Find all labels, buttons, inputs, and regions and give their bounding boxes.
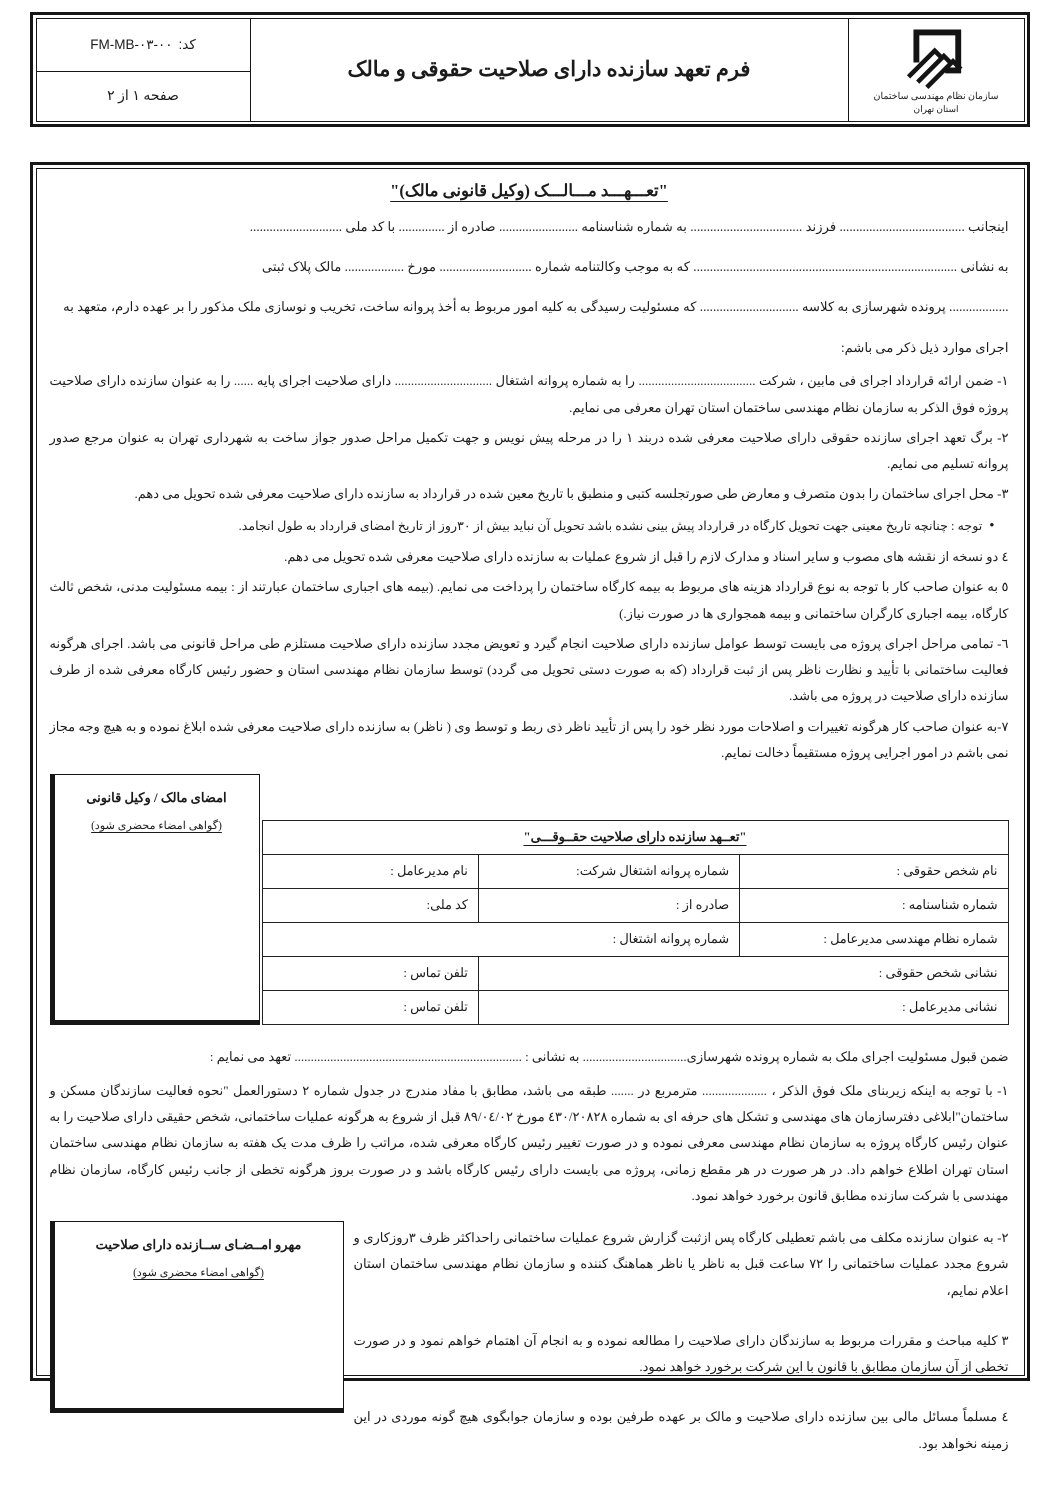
builder-table-wrap: [262, 774, 1009, 1025]
intro-line-3: .................. پرونده شهرسازی به کلاسه .............................. که مسئولیت رسیدگی به کلیه امور مربوط به أخذ پروانه ساخت، تخریب و نوسازی ملک مذکور را بر عهده دارم، متعهد به: [63, 299, 1009, 315]
builder-items-block: [354, 1213, 1009, 1481]
cell-birth-cert-no: شماره شناسنامه :: [739, 889, 1008, 923]
form-body: [36, 168, 1025, 1451]
owner-signature-box: [50, 774, 260, 1025]
builder-item-3: ۳ کلیه مباحث و مقررات مربوط به سازندگان دارای صلاحیت را مطالعه نموده و به انجام آن اهتمام خواهم نمود و در صورت تخطی از آن سازمان مطابق با قانون با این شرکت برخورد خواهد نمود.: [353, 1332, 1009, 1374]
intro-line-2: به نشانی ................................................................................ که به موجب وکالتنامه شماره ............................ مورخ .................. مالک پلاک ثبتی: [261, 258, 1009, 274]
cell-issued-from: صادره از :: [478, 889, 739, 923]
intro-lead-line: اجرای موارد ذیل ذکر می باشم:: [840, 339, 1009, 355]
form-code-value: FM-MB-۰۳-۰۰: [90, 36, 173, 52]
owner-note-text: توجه : چنانچه تاریخ معینی جهت تحویل کارگاه در قرارداد پیش بینی نشده باشد تحویل آن نباید بیش از ۳۰روز از تاریخ امضای قرارداد به طول انجامد.: [238, 518, 983, 533]
org-province-text: استان تهران: [913, 103, 959, 114]
owner-item-2: ۲- برگ تعهد اجرای سازنده حقوقی دارای صلاحیت معرفی شده دربند ۱ را در مرحله پیش نویس و جهت تکمیل مراحل صدور جواز ساخت به شهرداری تهران به عنوان مرجع صدور پروانه تسلیم می نمایم.: [49, 429, 1009, 472]
owner-item-5: ٥ به عنوان صاحب کار با توجه به نوع قرارداد هزینه های مربوط به بیمه کارگاه ساختمان را پرداخت می نمایم. (بیمه های اجباری ساختمان عبارتند از : بیمه مسئولیت مدنی، شخص ثالث کارگاه، بیمه اجباری کارگران ساختمانی و بیمه همجواری ها در صورت نیاز.): [49, 579, 1009, 621]
owner-item-3: ۳- محل اجرای ساختمان را بدون متصرف و معارض طی صورتجلسه کتبی و منطبق با تاریخ معین شده در قرارداد به سازنده دارای صلاحیت معرفی شده تحویل می دهم.: [134, 486, 1009, 502]
builder-stamp-box-title: مهرو امــضـای ســازنده دارای صلاحیت: [95, 1237, 302, 1252]
cell-company-license-no: شماره پروانه اشتغال شرکت:: [478, 855, 739, 889]
form-code-label: کد:: [178, 36, 196, 52]
form-title: فرم تعهد سازنده دارای صلاحیت حقوقی و مالک: [347, 57, 751, 81]
cell-legal-person-address: نشانی شخص حقوقی :: [478, 957, 1008, 991]
builder-item-2: ۲- به عنوان سازنده مکلف می باشم تعطیلی کارگاه پس ازثبت گزارش شروع عملیات ساختمانی راحداکثر ظرف ۳روزکاری و شروع مجدد عملیات ساختمانی را ۷۲ ساعت قبل به ناظر یا ناظر هماهنگ کننده و سازمان نظام مهندسی ساختمان استان اعلام نمایم،: [353, 1230, 1009, 1298]
builder-item-4: ٤ مسلماً مسائل مالی بین سازنده دارای صلاحیت و مالک بر عهده طرفین بوده و سازمان جوابگوی هیچ گونه موردی در این زمینه نخواهد بود.: [353, 1409, 1009, 1451]
owner-item-7: ۷-به عنوان صاحب کار هرگونه تغییرات و اصلاحات مورد نظر خود را پس از تأیید ناظر ذی ربط و توسط وی ( ناظر) به سازنده دارای صلاحیت معرفی شده ابلاغ نموده و به هیچ وجه مجاز نمی باشم در امور اجرایی پروژه مستقیماً دخالت نمایم.: [49, 718, 1009, 760]
cell-national-id: کد ملی:: [262, 889, 478, 923]
form-body-frame: [30, 162, 1030, 1451]
cell-license-no: شماره پروانه اشتغال :: [262, 923, 739, 957]
signature-and-table-row: [50, 774, 1009, 1025]
form-header: [30, 12, 1030, 127]
page-indicator: صفحه ۱ از ۲: [107, 88, 179, 104]
owner-commitment-title: "تعـــهـــد مـــالـــک (وکیل قانونی مالک)": [390, 180, 668, 200]
cell-ceo-name: نام مدیرعامل :: [262, 855, 478, 889]
cell-legal-person-name: نام شخص حقوقی :: [739, 855, 1008, 889]
form-code: [37, 19, 250, 72]
header-logo-cell: [848, 19, 1024, 121]
construction-engineering-organization-logo-icon: [902, 22, 970, 90]
org-name-text: سازمان نظام مهندسی ساختمان: [873, 91, 999, 102]
bullet-icon: •: [989, 517, 995, 534]
cell-phone-2: تلفن تماس :: [262, 991, 478, 1025]
owner-item-6: ٦- تمامی مراحل اجرای پروژه می بایست توسط عوامل سازنده دارای صلاحیت انجام گیرد و تعویض مجدد سازنده دارای صلاحیت مستلزم طی مراحل قانونی می باشد. اجرای هرگونه فعالیت ساختمانی با تأیید و نظارت ناظر پس از ثبت قرارداد (که به صورت دستی تحویل می گردد) توسط سازمان نظام مهندسی استان و حضور رئیس کارگاه معرفی شده از طرف سازنده دارای صلاحیت در پروژه می باشد.: [49, 635, 1009, 704]
intro-line-1: اینجانب ...................................... فرزند .................................. به شماره شناسنامه ........................ صادره از .............. با کد ملی ............................: [249, 218, 1009, 234]
owner-signature-box-title: امضای مالک / وکیل قانونی: [86, 790, 227, 806]
owner-signature-box-subtitle: (گواهی امضاء محضری شود): [91, 820, 222, 833]
builder-table: [262, 820, 1009, 1025]
owner-note: [50, 512, 1009, 541]
builder-table-title-cell: [262, 821, 1008, 855]
builder-stamp-box-subtitle: (گواهی امضاء محضری شود): [133, 1267, 264, 1279]
cell-phone-1: تلفن تماس :: [262, 957, 478, 991]
owner-item-4: ٤ دو نسخه از نقشه های مصوب و سایر اسناد و مدارک لازم را قبل از شروع عملیات به سازنده دارای صلاحیت معرفی شده تحویل می دهم.: [284, 549, 1009, 565]
form-header-inner: [36, 18, 1025, 122]
builder-item-1: ۱- با توجه به اینکه زیربنای ملک فوق الذکر ، .................... مترمربع در ....... طبقه می باشد، مطابق با مفاد مندرج در جدول شماره ۲ دستورالعمل "نحوه فعالیت سازندگان مسکن و ساختمان"ابلاغی دفترسازمان های مهندسی و تشکل های حرفه ای به شماره ٤۳۰/۲۰۸۲۸ مورخ ۸۹/۰٤/۰۲ قبل از شروع به هرگونه عملیات ساختمانی، شخص حقیقی دارای صلاحیت را به عنوان رئیس کارگاه پروژه به سازمان نظام مهندسی معرفی نموده و در صورت تغییر رئیس کارگاه معرفی شده، مراتب را ظرف مدت یک هفته به سازمان نظام مهندسی ساختمان استان تهران اطلاع خواهم داد. در هر صورت در هر مقطع زمانی، پروژه می بایست دارای رئیس کارگاه باشد و در صورت بروز هرگونه تخطی از جانب رئیس کارگاه، سازمان نظام مهندسی با شرکت سازنده مطابق قانون برخورد خواهد نمود.: [49, 1082, 1009, 1203]
owner-item-1: ۱- ضمن ارائه قرارداد اجرای فی مابین ، شرکت .................................... را به شماره پروانه اشتغال .............................. دارای صلاحیت اجرای پایه ...... را به عنوان سازنده دارای صلاحیت پروژه فوق الذکر به سازمان نظام مهندسی ساختمان استان تهران معرفی می نمایم.: [49, 373, 1009, 415]
stamp-and-items-row: [50, 1213, 1009, 1481]
builder-commitment-line: ضمن قبول مسئولیت اجرای ملک به شماره پرونده شهرسازی................................ به نشانی : ...................................................................... تعهد می نمایم :: [209, 1049, 1009, 1065]
cell-ceo-address: نشانی مدیرعامل :: [478, 991, 1008, 1025]
header-meta-cell: [37, 19, 251, 121]
builder-table-title: "تعــهد سازنده دارای صلاحیت حقــوقـــی": [523, 830, 747, 845]
builder-stamp-box: [50, 1221, 344, 1413]
cell-ceo-eng-org-no: شماره نظام مهندسی مدیرعامل :: [739, 923, 1008, 957]
